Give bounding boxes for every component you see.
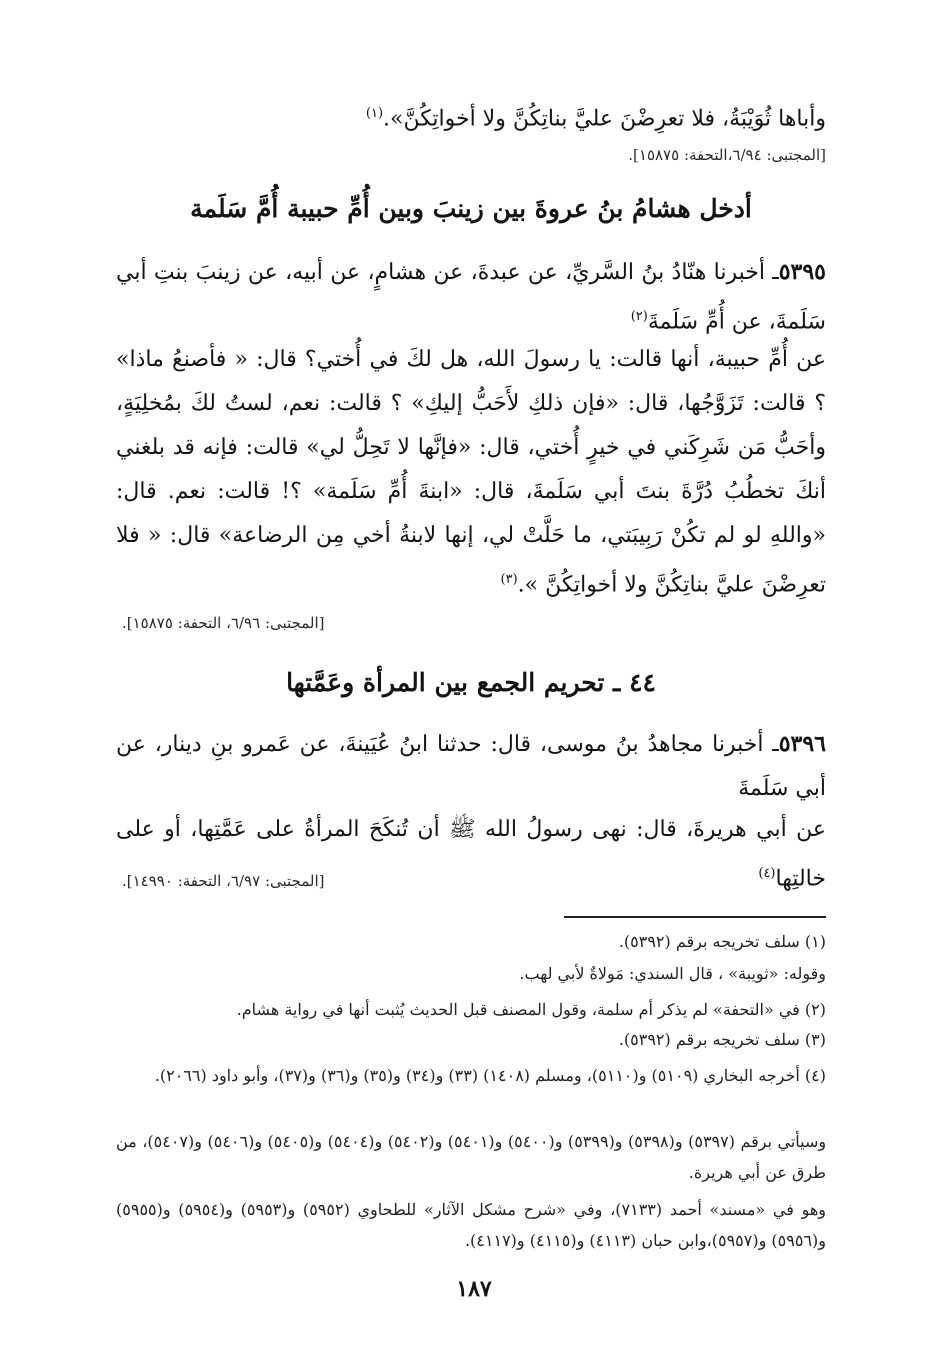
footnote-marker: (٢)	[630, 309, 648, 324]
continued-text: وأباها ثُوَيْبَةُ، فلا تعرِضْنَ عليَّ بناتِكُنَّ ولا أخواتِكُنَّ».	[383, 106, 826, 132]
hadith-5396-isnad	[116, 722, 826, 811]
isnad-text: ـ أخبرنا مجاهدُ بنُ موسى، قال: حدثنا ابنُ عُيَينةَ، عن عَمرو بنِ دينار، عن أبي سَلَمةَ	[116, 732, 826, 801]
footnote-separator	[564, 916, 826, 918]
footnote: وسيأتي برقم (٥٣٩٧) و(٥٣٩٨) و(٥٣٩٩) و(٥٤٠٠) و(٥٤٠١) و(٥٤٠٢) و(٥٤٠٤) و(٥٤٠٥) و(٥٤٠٦) و(٥٤٠٧)، من طرق عن أبي هريرة.	[116, 1132, 827, 1182]
source-reference: [المجتبى: ٦/٩٧، التحفة: ١٤٩٩٠].	[122, 872, 325, 890]
hadith-5395-matn	[116, 338, 826, 607]
footnote-marker: (١)	[365, 106, 384, 121]
continued-text-line	[116, 92, 826, 141]
footnote: وهو في «مسند» أحمد (٧١٣٣)، وفي «شرح مشكل الآثار» للطحاوي (٥٩٥٢) و(٥٩٥٣) و(٥٩٥٤) و(٥٩٥٥) و(٥٩٥٦) و(٥٩٥٧)،وابن حبان (٤١١٣) و(٤١١٥) و(٤١١٧).	[116, 1200, 827, 1250]
footnote: (٤) أخرجه البخاري (٥١٠٩) و(٥١١٠)، ومسلم (١٤٠٨) (٣٣) و(٣٤) و(٣٥) و(٣٦) و(٣٧)، وأبو داود (٢٠٦٦).	[154, 1066, 826, 1085]
chapter-heading: ٤٤ ـ تحريم الجمع بين المرأة وعَمَّتها	[286, 668, 656, 697]
footnote: (١) سلف تخريجه برقم (٥٣٩٢).	[618, 932, 826, 951]
hadith-number: ٥٣٩٦	[778, 731, 826, 757]
hadith-5395-isnad	[116, 250, 826, 344]
footnote: (٣) سلف تخريجه برقم (٥٣٩٢).	[618, 1030, 826, 1049]
section-heading: أدخل هشامُ بنُ عروةَ بين زينبَ وبين أُمِّ حبيبة أُمَّ سَلَمة	[190, 194, 752, 223]
footnote: (٢) في «التحفة» لم يذكر أم سلمة، وقول المصنف قبل الحديث يُثبت أنها في رواية هشام.	[236, 1000, 826, 1019]
footnote: وقوله: «ثويبة» ، قال السندي: مَولاةٌ لأبي لهب.	[519, 964, 826, 983]
source-reference: [المجتبى: ٦/٩٤،التحفة: ١٥٨٧٥].	[628, 146, 826, 164]
footnote-marker: (٤)	[758, 866, 776, 881]
page-number: ١٨٧	[456, 1276, 492, 1302]
footnote-marker: (٣)	[500, 572, 518, 587]
matn-text: عن أُمِّ حبيبة، أنها قالت: يا رسولَ الله، هل لكَ في أُختي؟ قال: « فأصنعُ ماذا» ؟ قالت: تَزَوَّجُها، قال: «فإن ذلكِ لأَحَبُّ إليكِ» ؟ قالت: نعم، لستُ لكَ بمُخلِيَةٍ، وأحَبُّ مَن شَرِكَني في خيرٍ أُختي، قال: «فإنَّها لا تَحِلُّ لي» قالت: فإنه قد بلغني أنكَ تخطُبُ دُرَّةَ بنتَ أبي سَلَمةَ، قال: «ابنةَ أُمِّ سَلَمة» ؟! قالت: نعم. قال: «واللهِ لو لم تكُنْ رَبِيبَتي، ما حَلَّتْ لي، إنها لابنةُ أخي مِن الرضاعة» قال: « فلا تعرِضْنَ عليَّ بناتِكُنَّ ولا أخواتِكُنَّ ».	[116, 347, 826, 598]
hadith-number: ٥٣٩٥	[778, 259, 826, 285]
source-reference: [المجتبى: ٦/٩٦، التحفة: ١٥٨٧٥].	[122, 614, 325, 632]
matn-text: عن أبي هريرةَ، قال: نهى رسولُ الله ﷺ أن تُنكَحَ المرأةُ على عَمَّتِها، أو على خالتِها	[116, 817, 826, 892]
isnad-text: ـ أخبرنا هنّادُ بنُ السَّريِّ، عن عبدةَ، عن هشامٍ، عن أبيه، عن زينبَ بنتِ أبي سَلَمةَ، عن أُمِّ سَلَمةَ	[116, 260, 826, 335]
